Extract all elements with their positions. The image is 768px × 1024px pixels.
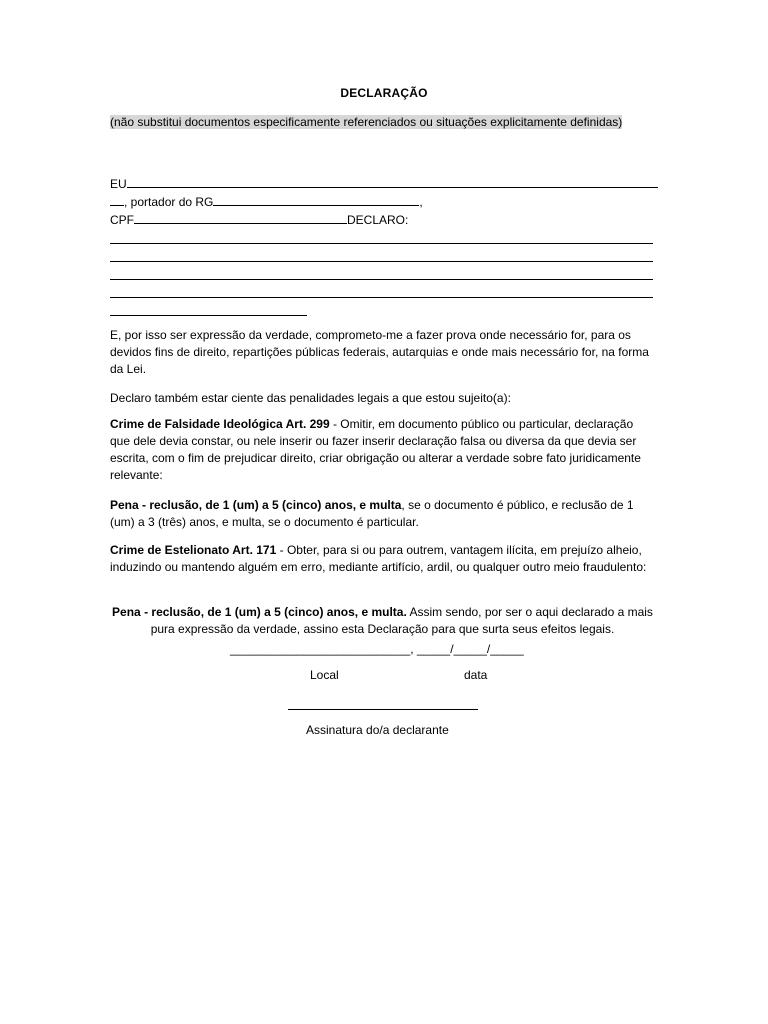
declaration-blank-line[interactable] bbox=[110, 243, 653, 244]
declaration-blank-line[interactable] bbox=[110, 297, 653, 298]
estelionato-text: - Obter, para si ou para outrem, vantagem ilícita, em prejuízo alheio, induzindo ou mantendo alguém em erro, mediante artifício, ardil, ou qualquer outro meio fraudulento: bbox=[110, 543, 647, 574]
name-blank[interactable] bbox=[127, 176, 658, 188]
rg-comma: , bbox=[419, 195, 423, 209]
paragraph-awareness: Declaro também estar ciente das penalidades legais a que estou sujeito(a): bbox=[110, 391, 511, 405]
declaration-blank-line[interactable] bbox=[110, 261, 653, 262]
name-blank-continued[interactable] bbox=[110, 194, 124, 206]
rg-blank[interactable] bbox=[213, 194, 419, 206]
cpf-blank[interactable] bbox=[134, 212, 347, 224]
rg-label: , portador do RG bbox=[124, 195, 214, 209]
signature-line[interactable] bbox=[288, 709, 478, 710]
eu-label: EU bbox=[110, 177, 127, 191]
pena-falsidade-text: , se o documento é público, e reclusão de 1 (um) a 3 (três) anos, e multa, se o documento é particular. bbox=[110, 498, 634, 529]
falsidade-text: - Omitir, em documento público ou particular, declaração que dele devia constar, ou nele inserir ou fazer inserir declaração falsa ou diversa da que devia ser escrita, com o fim de prejudicar direito, criar obrigação ou alterar a verdade sobre fato juridicamente relevante: bbox=[110, 417, 641, 482]
rg-line bbox=[110, 194, 423, 211]
closing-paragraph bbox=[110, 604, 655, 638]
declaration-blank-line[interactable] bbox=[110, 315, 307, 316]
local-label: Local bbox=[310, 668, 339, 682]
declaration-blank-line[interactable] bbox=[110, 279, 653, 280]
pena-falsidade-heading: Pena - reclusão, de 1 (um) a 5 (cinco) anos, e multa bbox=[110, 498, 402, 512]
estelionato-heading: Crime de Estelionato Art. 171 bbox=[110, 543, 277, 557]
declaro-label: DECLARO: bbox=[347, 213, 409, 227]
eu-line bbox=[110, 176, 658, 193]
paragraph-falsidade bbox=[110, 416, 655, 484]
cpf-label: CPF bbox=[110, 213, 134, 227]
closing-pena: Pena - reclusão, de 1 (um) a 5 (cinco) anos, e multa. bbox=[112, 605, 407, 619]
date-label: data bbox=[464, 668, 488, 682]
signature-label: Assinatura do/a declarante bbox=[306, 723, 449, 737]
paragraph-commitment: E, por isso ser expressão da verdade, comprometo-me a fazer prova onde necessário for, para os devidos fins de direito, repartições públicas federais, autarquias e onde mais necessário for, na forma da Lei. bbox=[110, 328, 649, 376]
document-title: DECLARAÇÃO bbox=[340, 86, 428, 100]
closing-text: Assim sendo, por ser o aqui declarado a mais pura expressão da verdade, assino esta Declaração para que surta seus efeitos legais. bbox=[150, 605, 653, 636]
disclaimer-note-text: (não substitui documentos especificamente referenciados ou situações explicitamente definidas) bbox=[110, 115, 623, 129]
cpf-line bbox=[110, 212, 408, 229]
paragraph-pena-falsidade bbox=[110, 497, 655, 531]
disclaimer-note bbox=[110, 114, 655, 131]
paragraph-estelionato bbox=[110, 542, 655, 576]
falsidade-heading: Crime de Falsidade Ideológica Art. 299 bbox=[110, 417, 330, 431]
place-date-line[interactable]: ___________________________, _____/_____/_____ bbox=[230, 642, 524, 656]
